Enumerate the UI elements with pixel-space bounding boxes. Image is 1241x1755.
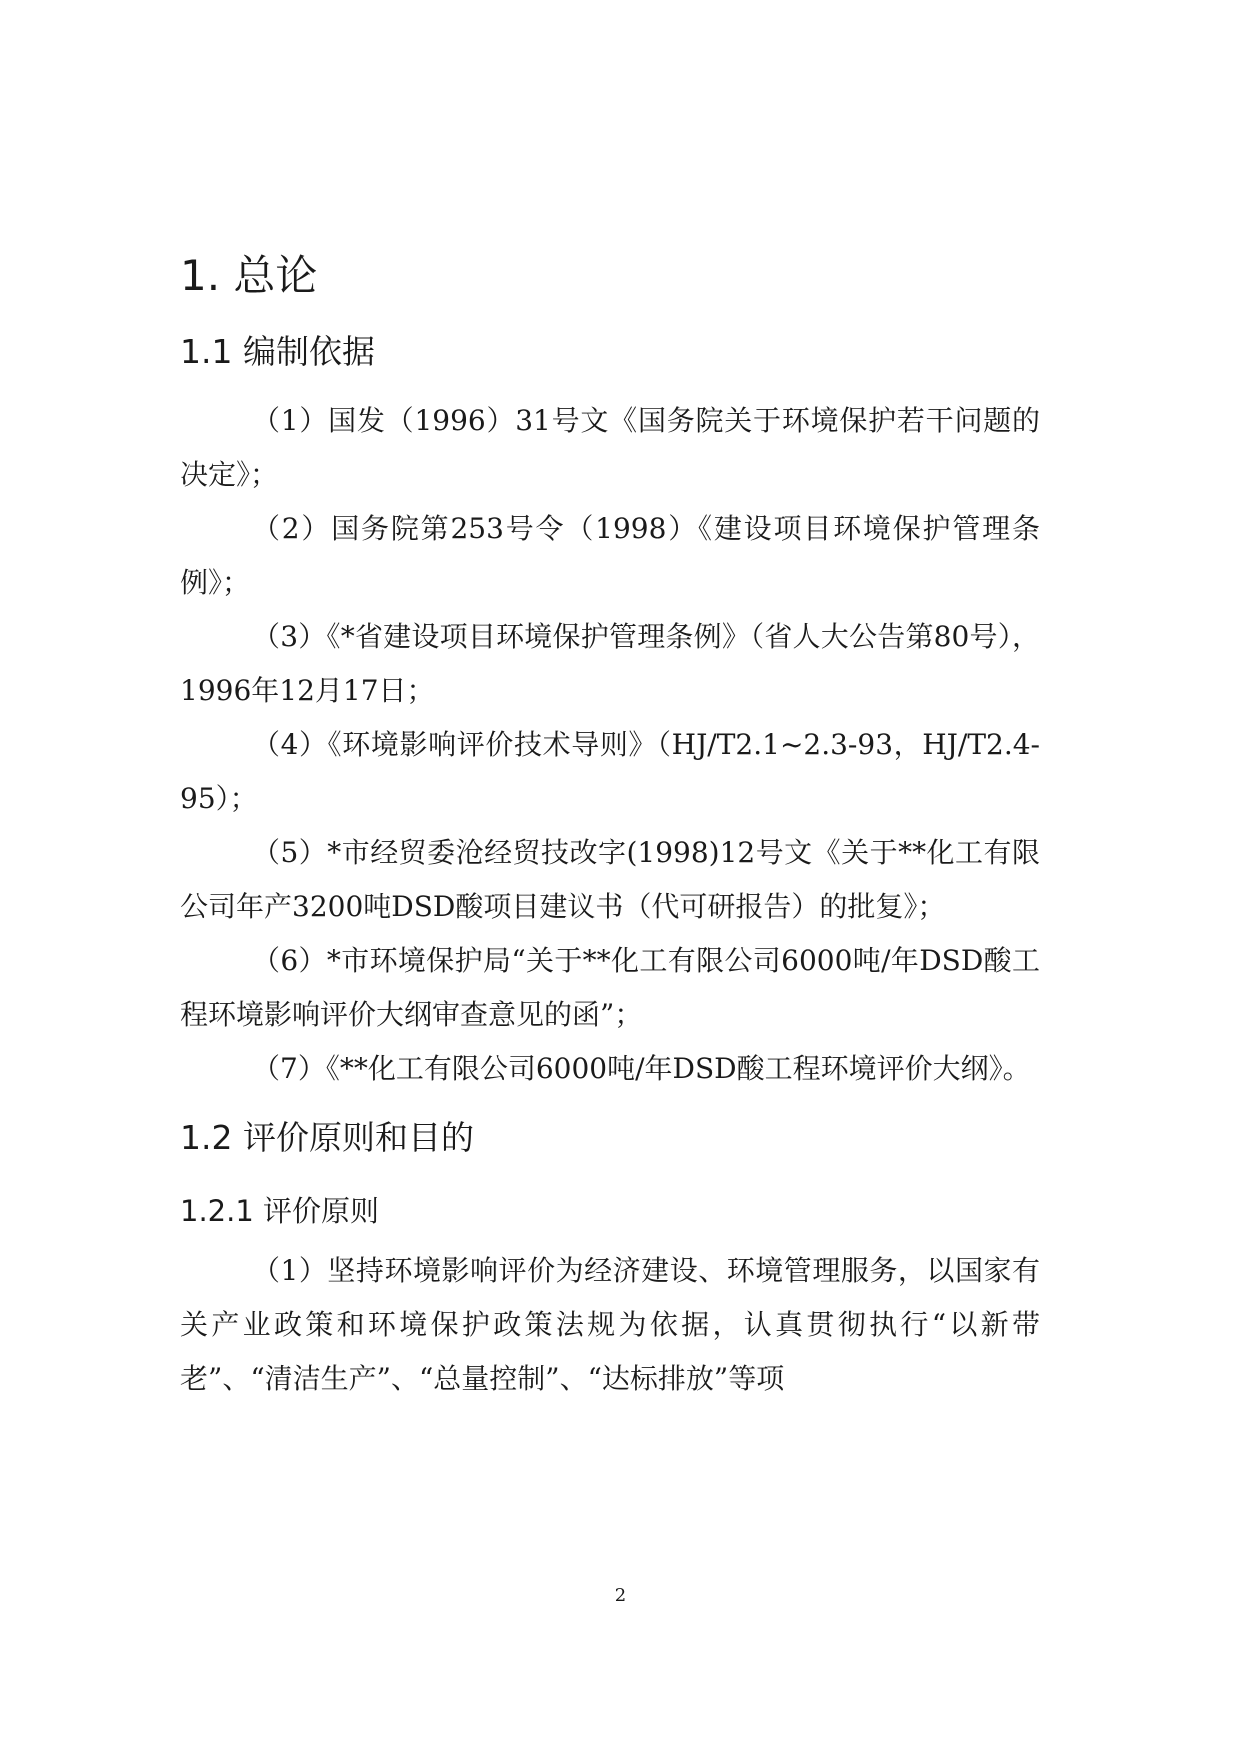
section-heading-1-1: 1.1 编制依据 xyxy=(180,332,375,371)
chapter-title: 1. 总论 xyxy=(180,251,318,300)
basis-item-5: （5）*市经贸委沧经贸技改字(1998)12号文《关于**化工有限公司年产3200吨DSD酸项目建议书（代可研报告）的批复》； xyxy=(180,836,1040,923)
subsection-heading-1-2-1: 1.2.1 评价原则 xyxy=(180,1194,380,1228)
section-heading-1-2: 1.2 评价原则和目的 xyxy=(180,1118,474,1157)
basis-list xyxy=(180,394,1040,1096)
basis-item-2: （2）国务院第253号令（1998）《建设项目环境保护管理条例》； xyxy=(180,512,1040,599)
basis-item-4: （4）《环境影响评价技术导则》（HJ/T2.1~2.3-93，HJ/T2.4-95）； xyxy=(180,728,1040,815)
basis-item-1: （1）国发（1996）31号文《国务院关于环境保护若干问题的决定》； xyxy=(180,404,1040,491)
page-number: 2 xyxy=(614,1585,627,1606)
principle-paragraph-1: （1）坚持环境影响评价为经济建设、环境管理服务，以国家有关产业政策和环境保护政策法规为依据，认真贯彻执行“以新带老”、“清洁生产”、“总量控制”、“达标排放”等项 xyxy=(180,1254,1040,1395)
basis-item-7: （7）《**化工有限公司6000吨/年DSD酸工程环境评价大纲》。 xyxy=(252,1052,1031,1085)
page-content xyxy=(180,240,1040,1406)
basis-item-3: （3）《*省建设项目环境保护管理条例》（省人大公告第80号），1996年12月17日； xyxy=(180,620,1040,707)
basis-item-6: （6）*市环境保护局“关于**化工有限公司6000吨/年DSD酸工程环境影响评价大纲审查意见的函”； xyxy=(180,944,1040,1031)
